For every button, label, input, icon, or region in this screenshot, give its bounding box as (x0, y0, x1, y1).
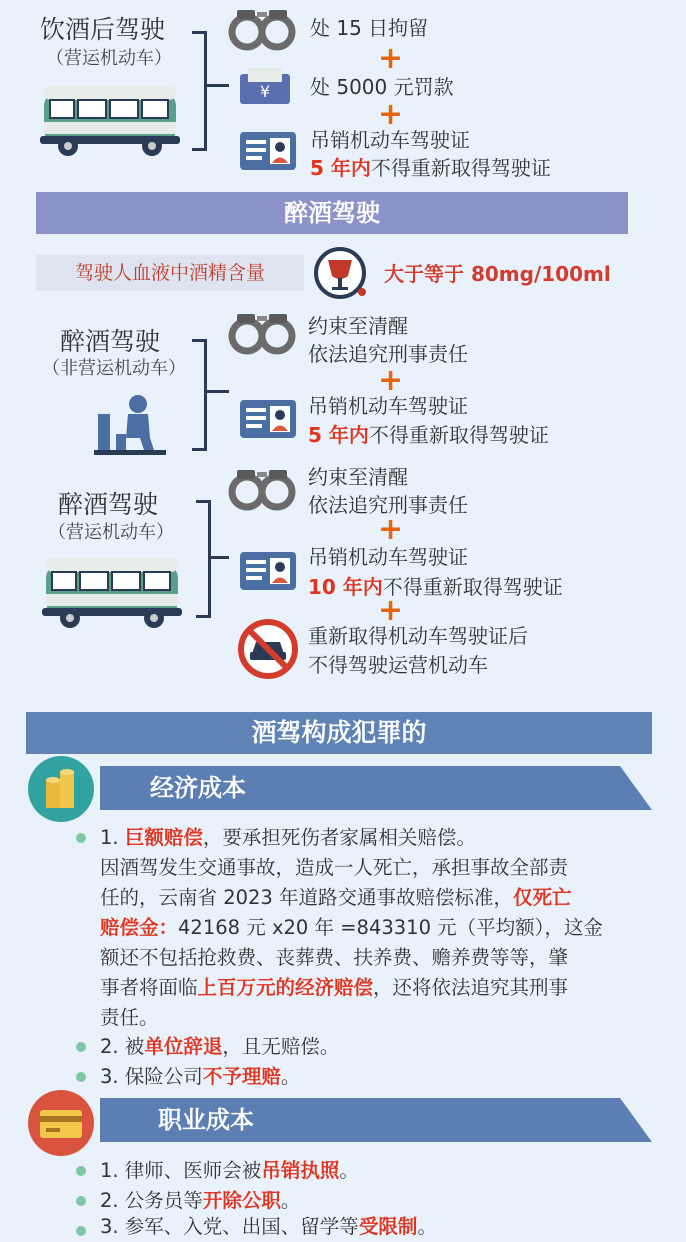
econ-item-1: 1. 巨额赔偿，要承担死伤者家属相关赔偿。 (100, 826, 476, 849)
group3-title: 醉酒驾驶 (58, 490, 159, 519)
econ-paragraph: 因酒驾发生交通事故，造成一人死亡，承担事故全部责 任的，云南省 2023 年道路交通事故赔偿标准，仅死亡 赔偿金：42168 元 x20 年 =843310 元（平均额），这金 额还不包括抢救费、丧葬费、扶养费、赡养费等等，肇 事者将面临上百万元的经济赔偿，还将依法追究其刑事 责任。 (100, 856, 603, 1029)
group2-bracket (192, 339, 207, 451)
career-item-3: 3. 参军、入党、出国、留学等受限制。 (100, 1215, 437, 1238)
g3-criminal: 依法追究刑事责任 (308, 493, 468, 517)
g3-revoke: 吊销机动车驾驶证 (308, 545, 468, 569)
group1-title: 饮酒后驾驶 (40, 15, 166, 44)
no-driving-icon (236, 618, 300, 680)
group1-subtitle: （营运机动车） (46, 48, 172, 69)
group2-subtitle: （非营运机动车） (42, 358, 186, 379)
g2-criminal: 依法追究刑事责任 (308, 342, 468, 366)
group2-title: 醉酒驾驶 (60, 327, 161, 356)
career-heading: 职业成本 (158, 1106, 254, 1134)
drunk-driving-band: 醉酒驾驶 (36, 192, 628, 234)
drunk-person-icon (94, 390, 166, 456)
g3-ban: 10 年内不得重新取得驾驶证 (308, 575, 563, 599)
econ-item-2: 2. 被单位辞退，且无赔偿。 (100, 1035, 340, 1058)
group2-connector (207, 390, 229, 393)
group3-subtitle: （营运机动车） (48, 522, 174, 543)
career-item-2: 2. 公务员等开除公职。 (100, 1189, 301, 1212)
group3-bracket (196, 500, 211, 618)
van-icon (38, 78, 184, 158)
g3-no-commercial: 不得驾驶运营机动车 (308, 653, 488, 677)
license-icon (238, 130, 298, 172)
plus-icon: + (378, 97, 404, 132)
bullet (76, 1196, 86, 1206)
coins-icon (26, 754, 96, 824)
credit-card-icon (26, 1088, 96, 1158)
fine-wallet-icon (238, 66, 292, 106)
wine-glass-icon (312, 246, 374, 302)
bullet (76, 1072, 86, 1082)
econ-item-3: 3. 保险公司不予理赔。 (100, 1065, 301, 1088)
handcuffs-icon (225, 308, 301, 356)
penalty-ban: 5 年内不得重新取得驾驶证 (310, 156, 551, 180)
handcuffs-icon (225, 4, 301, 52)
career-item-1: 1. 律师、医师会被吊销执照。 (100, 1159, 359, 1182)
plus-icon: + (378, 41, 404, 76)
penalty-detention: 处 15 日拘留 (310, 16, 429, 40)
plus-icon: + (378, 363, 404, 398)
g2-detain: 约束至清醒 (308, 314, 408, 338)
penalty-fine: 处 5000 元罚款 (310, 75, 454, 99)
bullet (76, 1166, 86, 1176)
bullet (76, 833, 86, 843)
group1-bracket (192, 31, 207, 151)
license-icon (238, 398, 298, 440)
crime-band: 酒驾构成犯罪的 (26, 712, 652, 754)
group1-connector (207, 84, 229, 87)
handcuffs-icon (225, 464, 301, 512)
g2-revoke: 吊销机动车驾驶证 (308, 394, 468, 418)
econ-heading: 经济成本 (150, 774, 246, 802)
bullet (76, 1042, 86, 1052)
plus-icon: + (378, 512, 404, 547)
group3-connector (211, 556, 229, 559)
plus-icon: + (378, 593, 404, 628)
g3-reissue: 重新取得机动车驾驶证后 (308, 624, 528, 648)
svg-text:¥: ¥ (259, 82, 271, 101)
g2-ban: 5 年内不得重新取得驾驶证 (308, 423, 549, 447)
bullet (76, 1226, 86, 1236)
license-icon (238, 550, 298, 592)
blood-alcohol-value: 大于等于 80mg/100ml (384, 262, 611, 286)
blood-alcohol-label: 驾驶人血液中酒精含量 (36, 255, 304, 291)
van-icon (40, 550, 186, 630)
penalty-revoke: 吊销机动车驾驶证 (310, 128, 470, 152)
g3-detain: 约束至清醒 (308, 465, 408, 489)
